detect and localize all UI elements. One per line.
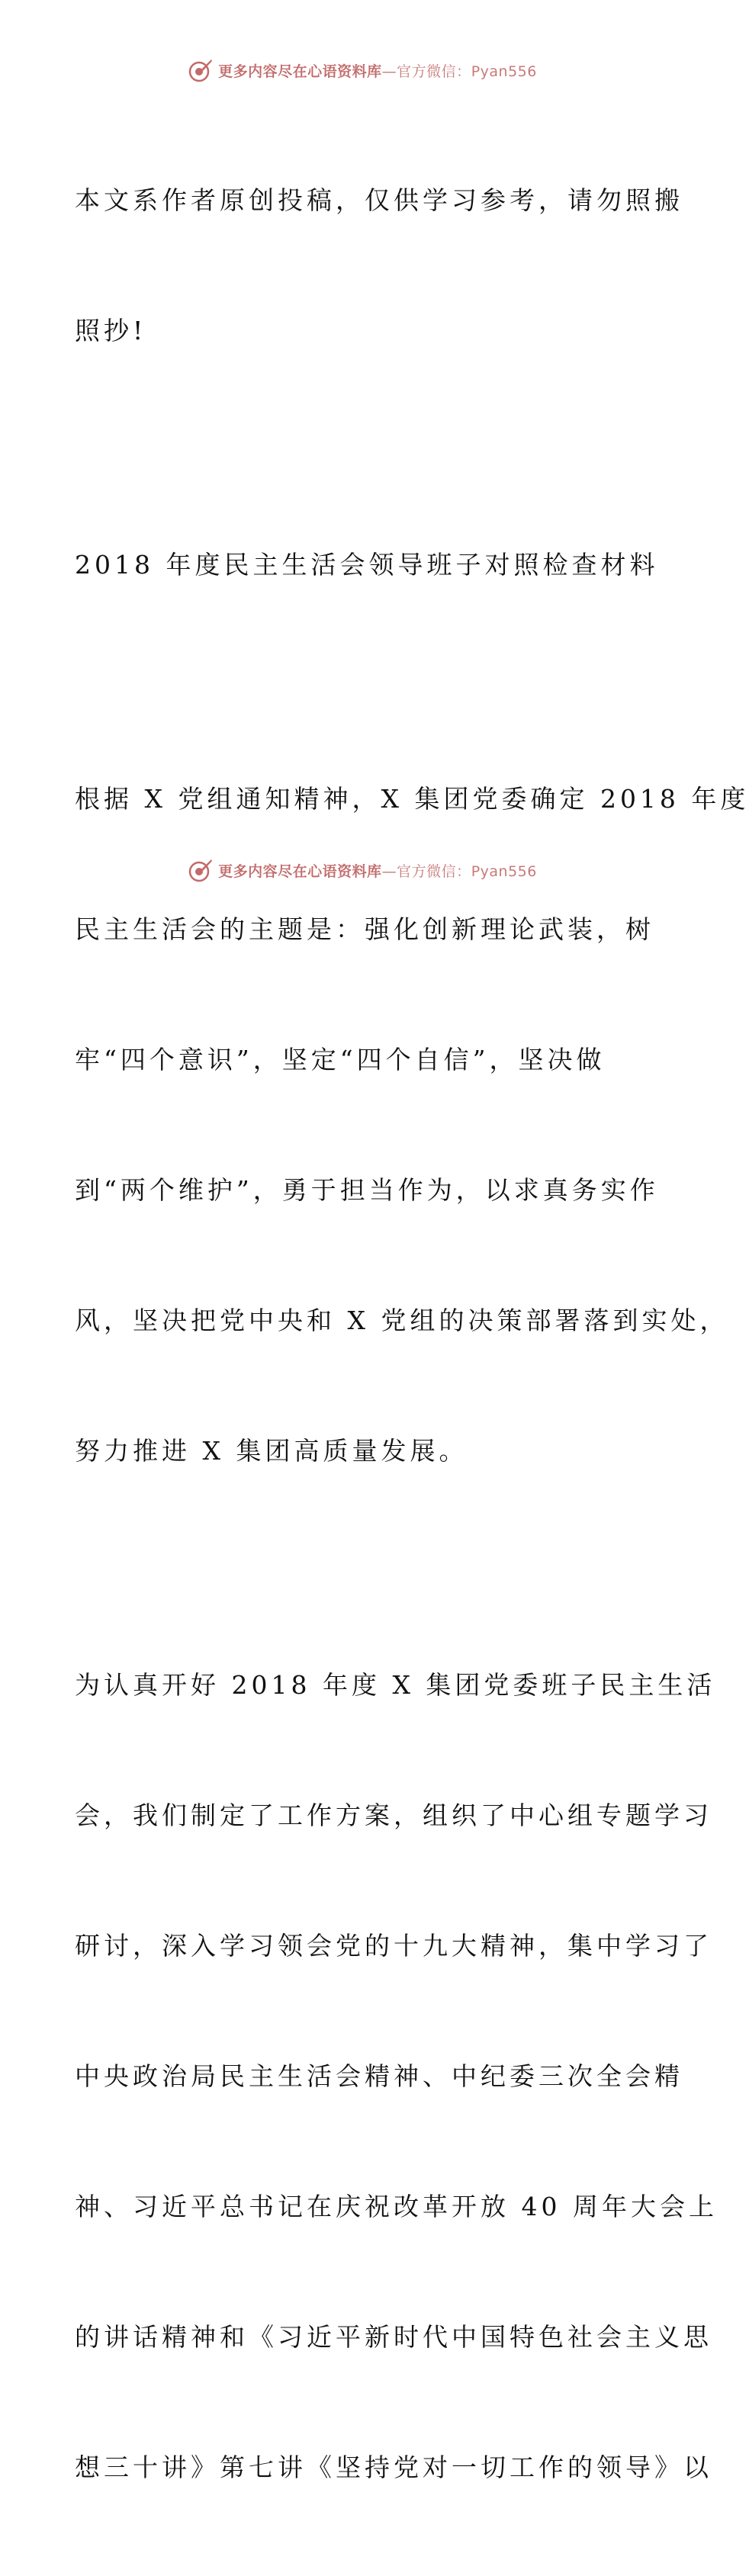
paragraph-line: 根据 X 党组通知精神，X 集团党委确定 2018 年度 [75, 784, 749, 814]
title-line: 2018 年度民主生活会领导班子对照检查材料 [75, 550, 659, 580]
banner-dash: — [381, 63, 397, 80]
quill-seal-icon [188, 857, 214, 883]
banner-secondary-text: 官方微信： [397, 63, 471, 80]
banner-text [218, 860, 537, 881]
paragraph-line: 想三十讲》第七讲《坚持党对一切工作的领导》以 [75, 2452, 712, 2482]
quill-seal-icon [188, 57, 214, 83]
banner-account: Pyan556 [471, 63, 537, 80]
banner-main-text: 更多内容尽在心语资料库 [218, 63, 382, 80]
notice-line: 本文系作者原创投稿，仅供学习参考，请勿照搬 [75, 185, 683, 215]
banner-text [218, 60, 537, 81]
paragraph-1 [75, 690, 749, 1559]
paragraph-line: 会，我们制定了工作方案，组织了中心组专题学习 [75, 1800, 712, 1830]
notice-line: 照抄! [75, 316, 147, 345]
banner-secondary-text: 官方微信： [397, 862, 471, 880]
banner-main-text: 更多内容尽在心语资料库 [218, 862, 382, 880]
paragraph-line: 民主生活会的主题是：强化创新理论武装，树 [75, 914, 654, 944]
paragraph-line: 神、习近平总书记在庆祝改革开放 40 周年大会上 [75, 2192, 718, 2221]
footer-banner [0, 855, 725, 885]
paragraph-line: 风，坚决把党中央和 X 党组的决策部署落到实处， [75, 1306, 729, 1335]
paragraph-line: 到“两个维护”，勇于担当作为，以求真务实作 [75, 1175, 659, 1205]
paragraph-line: 为认真开好 2018 年度 X 集团党委班子民主生活 [75, 1670, 716, 1700]
paragraph-line: 的讲话精神和《习近平新时代中国特色社会主义思 [75, 2322, 712, 2352]
paragraph-line: 中央政治局民主生活会精神、中纪委三次全会精 [75, 2061, 683, 2091]
banner-account: Pyan556 [471, 862, 537, 880]
document-body [75, 92, 749, 2576]
document-title [75, 456, 659, 673]
paragraph-2 [75, 1576, 718, 2576]
paragraph-line: 研讨，深入学习领会党的十九大精神，集中学习了 [75, 1931, 712, 1961]
banner-dash: — [381, 862, 397, 880]
header-banner [0, 55, 725, 85]
notice-paragraph [75, 92, 683, 439]
paragraph-line: 努力推进 X 集团高质量发展。 [75, 1436, 468, 1466]
paragraph-line: 牢“四个意识”，坚定“四个自信”，坚决做 [75, 1045, 606, 1074]
